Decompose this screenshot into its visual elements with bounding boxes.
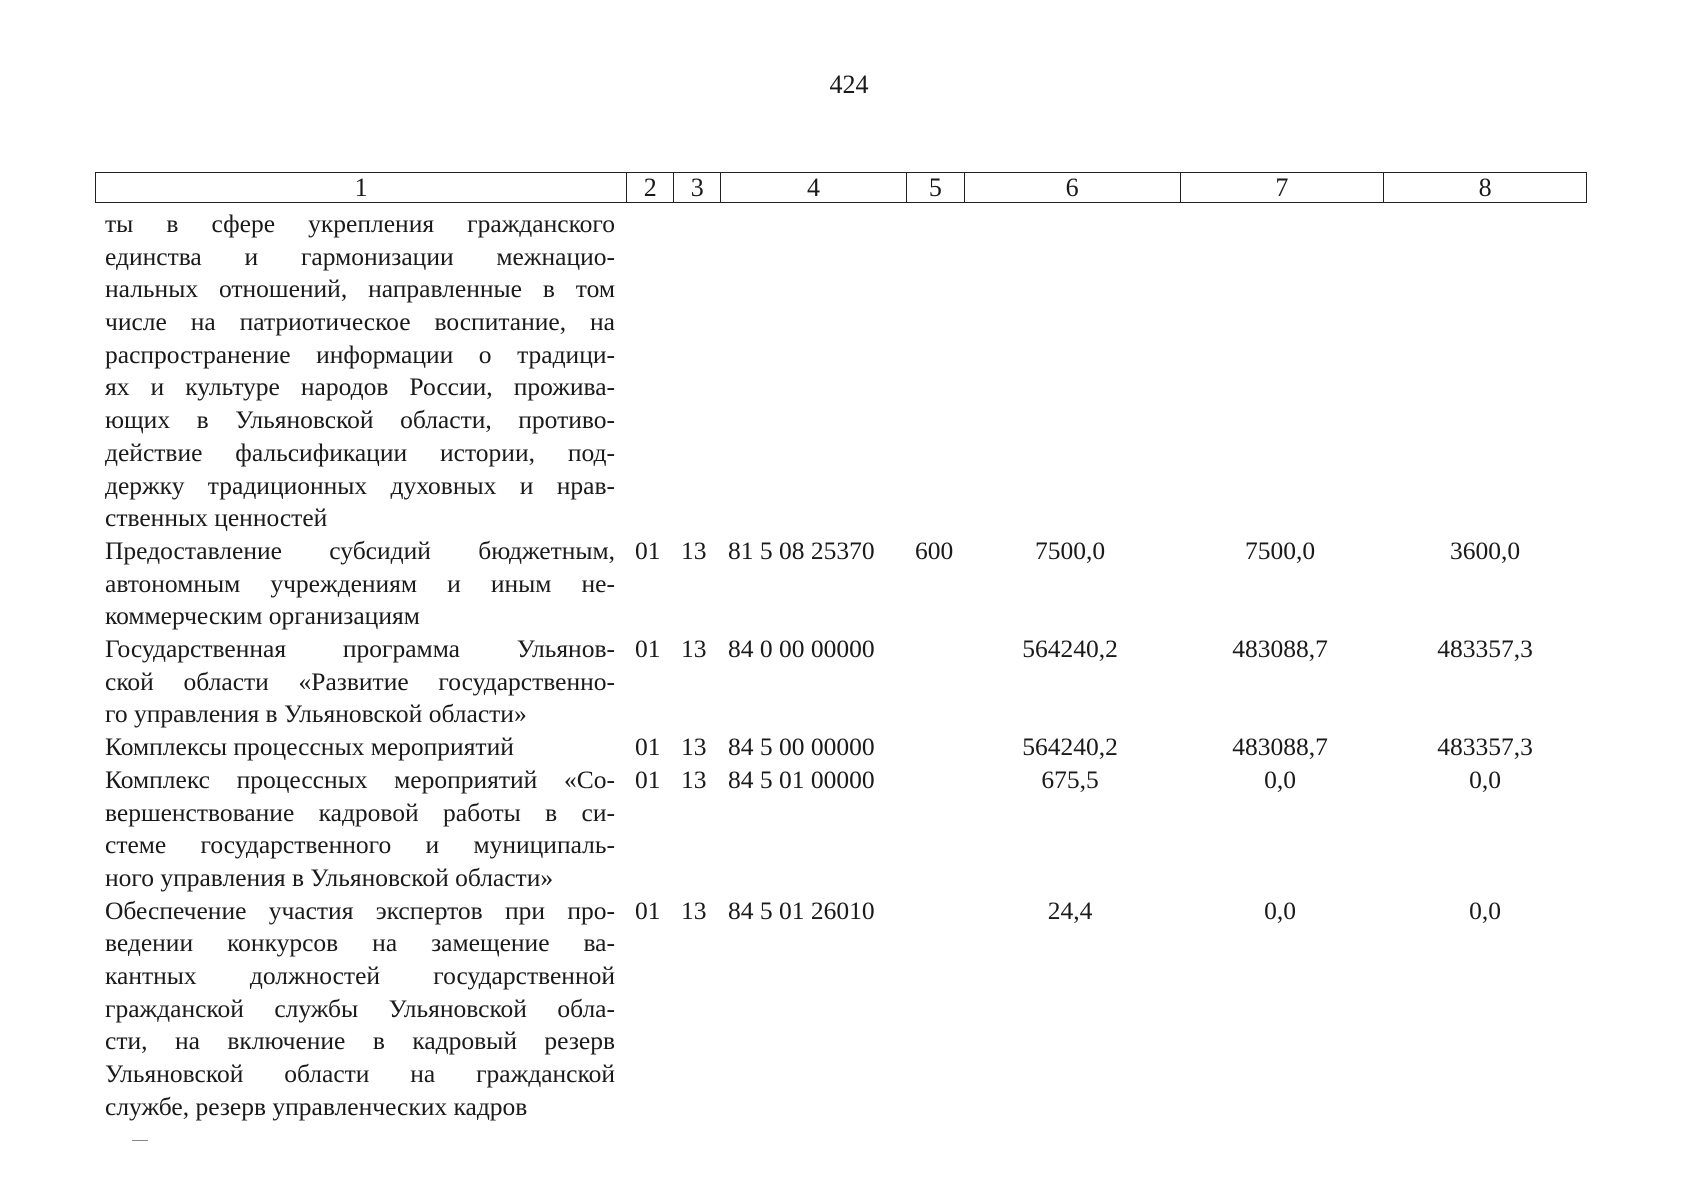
row-amount-col8: 483357,3 <box>1437 732 1533 762</box>
row-amount-col7: 7500,0 <box>1244 536 1316 565</box>
row-name-line: кантных должностей государственной <box>105 961 615 991</box>
row-amount-col6: 7500,0 <box>1034 536 1106 565</box>
row-subsection: 13 <box>681 895 707 925</box>
row-name-line: нальных отношений, направленные в том <box>105 274 615 304</box>
row-amount-col8: 0,0 <box>1469 764 1501 794</box>
header-col-3: 3 <box>673 173 720 202</box>
row-section: 01 <box>635 536 661 565</box>
row-amount-col7: 0,0 <box>1264 895 1296 925</box>
header-col-2: 2 <box>626 173 673 202</box>
row-amount-col7: 483088,7 <box>1232 732 1328 762</box>
row-amount-col7: 0,0 <box>1264 764 1296 794</box>
table-row <box>0 633 1698 731</box>
row-name-line: ской области «Развитие государственно- <box>105 666 615 696</box>
row-target-article: 84 0 00 00000 <box>728 634 875 664</box>
row-section: 01 <box>635 634 661 664</box>
row-name-line: Комплексы процессных мероприятий <box>105 732 514 762</box>
header-col-5: 5 <box>906 173 964 202</box>
row-name-line: коммерческим организациям <box>105 601 420 631</box>
row-name-line: Государственная программа Ульянов- <box>105 634 615 664</box>
row-name-line: ях и культуре народов России, прожива- <box>105 372 615 402</box>
row-name-line: ты в сфере укрепления гражданского <box>105 209 615 238</box>
row-name-line: сти, на включение в кадровый резерв <box>105 1026 615 1056</box>
row-name-line: ственных ценностей <box>105 503 328 533</box>
row-name-line: единства и гармонизации межнацио- <box>105 241 615 271</box>
row-name-line: гражданской службы Ульяновской обла- <box>105 993 615 1023</box>
table-row <box>0 208 1698 535</box>
row-name <box>105 731 615 764</box>
row-subsection: 13 <box>681 764 707 794</box>
row-target-article: 84 5 00 00000 <box>728 732 875 762</box>
row-name-line: ведении конкурсов на замещение ва- <box>105 928 615 958</box>
row-name-line: стеме государственного и муниципаль- <box>105 830 615 860</box>
header-col-7: 7 <box>1180 173 1384 202</box>
header-col-1: 1 <box>354 173 368 202</box>
row-amount-col6: 24,4 <box>1047 895 1093 925</box>
footer-dash <box>132 1140 148 1141</box>
row-name-line: ного управления в Ульяновской области» <box>105 862 554 892</box>
table-row <box>0 895 1698 1124</box>
row-subsection: 13 <box>681 732 707 762</box>
row-subsection: 13 <box>681 536 707 565</box>
row-name <box>105 535 615 633</box>
row-name <box>105 208 615 535</box>
header-col-6: 6 <box>964 173 1180 202</box>
row-name-line: вершенствование кадровой работы в си- <box>105 797 615 827</box>
header-col-8: 8 <box>1383 173 1586 202</box>
row-name-line: автономным учреждениям и иным не- <box>105 568 615 598</box>
row-amount-col7: 483088,7 <box>1232 634 1328 664</box>
row-name-line: действие фальсификации истории, под- <box>105 437 615 467</box>
row-name-line: службе, резерв управленческих кадров <box>105 1091 528 1121</box>
table-row <box>0 764 1698 895</box>
row-name-line: Обеспечение участия экспертов при про- <box>105 895 615 925</box>
row-name <box>105 633 615 731</box>
row-amount-col6: 564240,2 <box>1022 634 1118 664</box>
row-amount-col8: 483357,3 <box>1437 634 1533 664</box>
table-header <box>95 172 1587 203</box>
row-amount-col8: 3600,0 <box>1449 536 1521 565</box>
row-name-line: Комплекс процессных мероприятий «Со- <box>105 764 615 794</box>
row-name <box>105 764 615 895</box>
row-name <box>105 895 615 1124</box>
table-row <box>0 535 1698 633</box>
row-amount-col6: 675,5 <box>1041 764 1099 794</box>
row-name-line: держку традиционных духовных и нрав- <box>105 470 615 500</box>
row-target-article: 84 5 01 26010 <box>728 895 875 925</box>
row-name-line: числе на патриотическое воспитание, на <box>105 307 615 337</box>
row-section: 01 <box>635 732 661 762</box>
row-target-article: 84 5 01 00000 <box>728 764 875 794</box>
row-name-line: го управления в Ульяновской области» <box>105 699 527 729</box>
row-target-article: 81 5 08 25370 <box>728 536 875 565</box>
row-section: 01 <box>635 895 661 925</box>
row-amount-col8: 0,0 <box>1469 895 1501 925</box>
row-name-line: распространение информации о традици- <box>105 339 615 369</box>
header-col-4: 4 <box>720 173 906 202</box>
row-name-line: Ульяновской области на гражданской <box>105 1059 615 1089</box>
row-name-line: Предоставление субсидий бюджетным, <box>105 536 615 565</box>
row-section: 01 <box>635 764 661 794</box>
row-expense-type: 600 <box>915 536 954 565</box>
row-subsection: 13 <box>681 634 707 664</box>
table-row <box>0 731 1698 764</box>
page-number: 424 <box>829 70 869 99</box>
row-amount-col6: 564240,2 <box>1022 732 1118 762</box>
row-name-line: ющих в Ульяновской области, противо- <box>105 405 615 435</box>
